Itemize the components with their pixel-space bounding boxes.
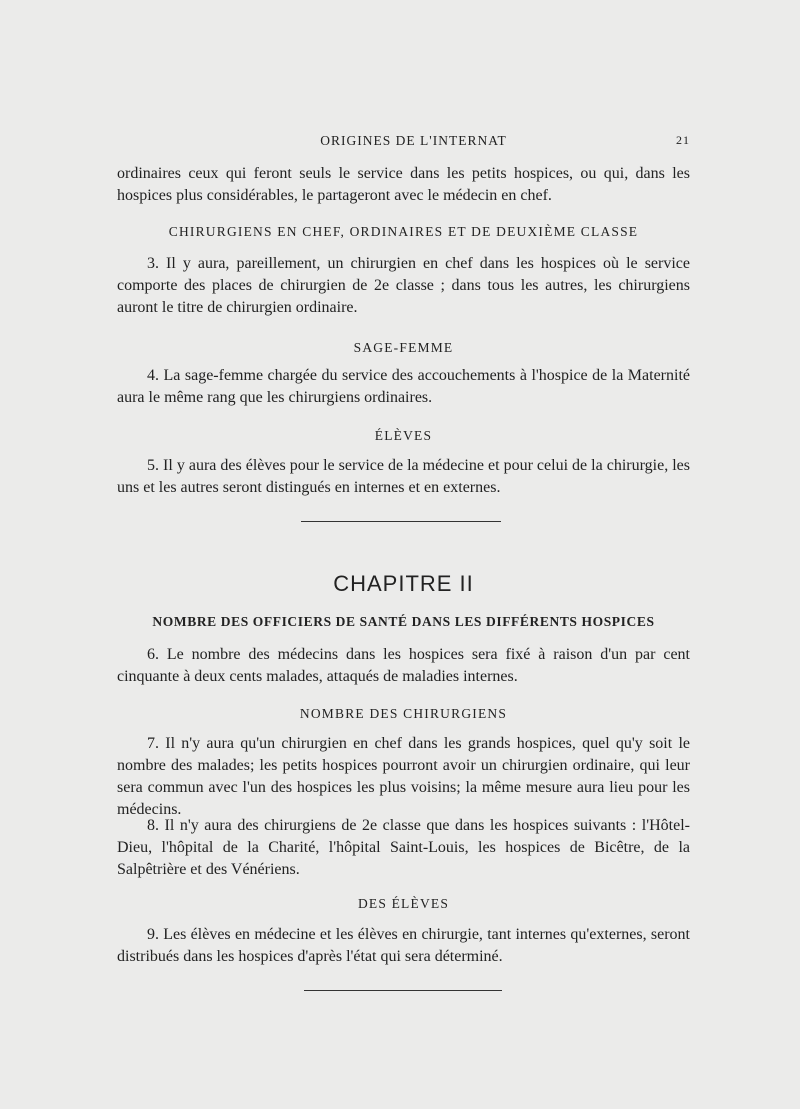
article-7-block	[117, 733, 690, 821]
section-heading-eleves: ÉLÈVES	[374, 428, 433, 443]
article-9-block	[117, 924, 690, 968]
section-heading-block	[117, 224, 690, 240]
section-heading-nombre-des-chirurgiens: NOMBRE DES CHIRURGIENS	[299, 706, 508, 721]
article-7: 7. Il n'y aura qu'un chirurgien en chef dans les grands hospices, quel qu'y soit le nombre des malades; les petits hospices pourront avoir un chirurgien ordinaire, qui leur sera commun avec l'un des hospices les plus voisins; la même mesure aura lieu pour les médecins.	[117, 735, 690, 818]
article-6-block	[117, 644, 690, 688]
chapter-title-block	[117, 571, 690, 597]
running-head-title: ORIGINES DE L'INTERNAT	[320, 133, 507, 148]
article-3-block	[117, 253, 690, 319]
section-heading-des-eleves: DES ÉLÈVES	[357, 896, 450, 911]
intro-paragraph-block	[117, 163, 690, 207]
article-8: 8. Il n'y aura des chirurgiens de 2e classe que dans les hospices suivants : l'Hôtel-Dieu, l'hôpital de la Charité, l'hôpital Saint-Louis, les hospices de Bicêtre, de la Salpêtrière et des Vénériens.	[117, 817, 690, 878]
chapter-title: CHAPITRE II	[333, 571, 474, 596]
running-head	[117, 133, 690, 149]
section-heading-block	[117, 428, 690, 444]
separator-rule	[304, 990, 502, 991]
article-9: 9. Les élèves en médecine et les élèves en chirurgie, tant internes qu'externes, seront distribués dans les hospices d'après l'état qui sera déterminé.	[117, 926, 690, 965]
separator-rule	[301, 521, 501, 522]
page-number: 21	[676, 133, 690, 147]
section-heading-chirurgiens-en-chef: CHIRURGIENS EN CHEF, ORDINAIRES ET DE DEUXIÈME CLASSE	[168, 224, 639, 239]
article-6: 6. Le nombre des médecins dans les hospices sera fixé à raison d'un par cent cinquante à deux cents malades, attaqués de maladies internes.	[117, 646, 690, 685]
section-heading-sage-femme: SAGE-FEMME	[353, 340, 454, 355]
article-8-block	[117, 815, 690, 881]
chapter-subtitle: NOMBRE DES OFFICIERS DE SANTÉ DANS LES DIFFÉRENTS HOSPICES	[152, 614, 655, 629]
article-4: 4. La sage-femme chargée du service des accouchements à l'hospice de la Maternité aura le même rang que les chirurgiens ordinaires.	[117, 367, 690, 406]
section-heading-block	[117, 706, 690, 722]
article-4-block	[117, 365, 690, 409]
section-heading-block	[117, 340, 690, 356]
intro-paragraph: ordinaires ceux qui feront seuls le service dans les petits hospices, ou qui, dans les hospices plus considérables, le partageront avec le médecin en chef.	[117, 165, 690, 204]
article-3: 3. Il y aura, pareillement, un chirurgien en chef dans les hospices où le service comporte des places de chirurgien de 2e classe ; dans tous les autres, les chirurgiens auront le titre de chirurgien ordinaire.	[117, 255, 690, 316]
article-5: 5. Il y aura des élèves pour le service de la médecine et pour celui de la chirurgie, les uns et les autres seront distingués en internes et en externes.	[117, 457, 690, 496]
chapter-subtitle-block	[117, 614, 690, 630]
article-5-block	[117, 455, 690, 499]
section-heading-block	[117, 896, 690, 912]
